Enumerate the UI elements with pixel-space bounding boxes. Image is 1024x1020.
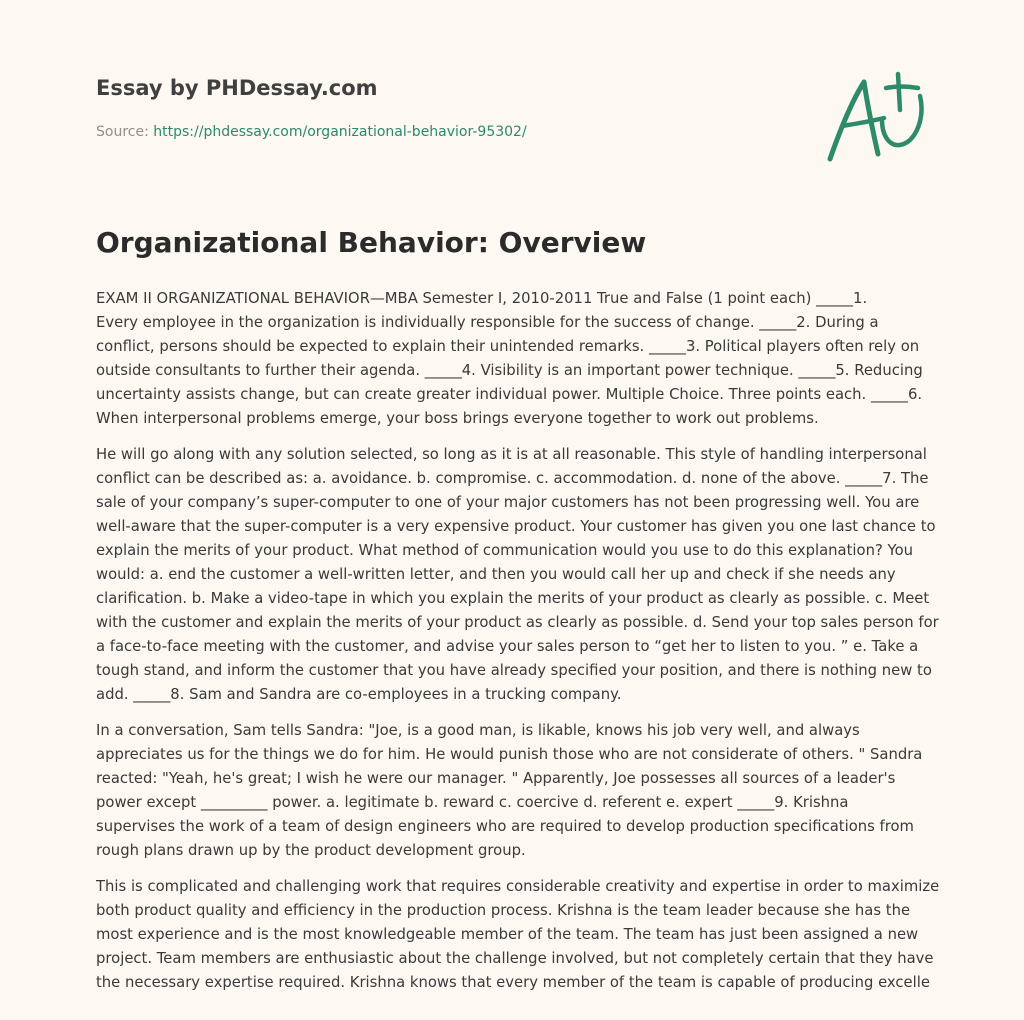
paragraph-line: tough stand, and inform the customer that you have already specified your position, and there is nothing new to [96,662,932,679]
paragraph-line: with the customer and explain the merits of your product as clearly as possible. d. Send your top sales person for [96,614,939,631]
source-link[interactable]: https://phdessay.com/organizational-behavior-95302/ [153,124,527,140]
paragraph-line: outside consultants to further their agenda. _____4. Visibility is an important power technique. _____5. Reducing [96,362,923,379]
essay-paragraph-2 [96,443,939,707]
essay-paragraph-4 [96,875,940,995]
essay-title: Organizational Behavior: Overview [96,226,647,259]
paragraph-line: When interpersonal problems emerge, your boss brings everyone together to work out problems. [96,410,819,427]
paragraph-line: would: a. end the customer a well-written letter, and then you would call her up and check if she needs any [96,566,896,583]
paragraph-line: appreciates us for the things we do for him. He would punish those who are not considerate of others. " Sandra [96,746,923,763]
site-title: Essay by PHDessay.com [96,76,378,100]
paragraph-line: uncertainty assists change, but can create greater individual power. Multiple Choice. Three points each. _____6. [96,386,923,403]
source-label: Source: [96,124,149,140]
paragraph-line: This is complicated and challenging work that requires considerable creativity and expertise in order to maximize [96,878,940,895]
paragraph-line: a face-to-face meeting with the customer, and advise your sales person to “get her to listen to you. ” e. Take a [96,638,919,655]
paragraph-line: well-aware that the super-computer is a very expensive product. Your customer has given you one last chance to [96,518,936,535]
paragraph-line: He will go along with any solution selected, so long as it is at all reasonable. This style of handling interpersonal [96,446,927,463]
paragraph-line: most experience and is the most knowledgeable member of the team. The team has just been assigned a new [96,926,919,943]
paragraph-line: the necessary expertise required. Krishna knows that every member of the team is capable of producing excelle [96,974,930,991]
paragraph-line: sale of your company’s super-computer to one of your major customers has not been progressing well. You are [96,494,920,511]
paragraph-line: reacted: "Yeah, he's great; I wish he were our manager. " Apparently, Joe possesses all sources of a leader's [96,770,896,787]
essay-paragraph-3 [96,719,928,863]
source-line [96,124,527,140]
paragraph-line: explain the merits of your product. What method of communication would you use to do this explanation? You [96,542,914,559]
essay-body [96,287,940,1007]
paragraph-line: both product quality and efficiency in the production process. Krishna is the team leader because she has the [96,902,911,919]
page-container [96,0,940,1020]
paragraph-line: Every employee in the organization is individually responsible for the success of change. _____2. During a [96,314,879,331]
essay-paragraph-1 [96,287,928,431]
paragraph-line: In a conversation, Sam tells Sandra: "Joe, is a good man, is likable, knows his job very well, and always [96,722,860,739]
paragraph-line: rough plans drawn up by the product development group. [96,842,526,859]
paragraph-line: EXAM II ORGANIZATIONAL BEHAVIOR—MBA Semester I, 2010-2011 True and False (1 point each) _____1. [96,290,868,307]
a-plus-grade-icon [824,68,928,164]
paragraph-line: add. _____8. Sam and Sandra are co-employees in a trucking company. [96,686,622,703]
paragraph-line: project. Team members are enthusiastic about the challenge involved, but not completely certain that they have [96,950,934,967]
paragraph-line: supervises the work of a team of design engineers who are required to develop production specifications from [96,818,914,835]
paragraph-line: power except _________ power. a. legitimate b. reward c. coercive d. referent e. expert _____9. Krishna [96,794,849,811]
paragraph-line: conflict can be described as: a. avoidance. b. compromise. c. accommodation. d. none of the above. _____7. The [96,470,929,487]
paragraph-line: clarification. b. Make a video-tape in which you explain the merits of your product as clearly as possible. c. Meet [96,590,930,607]
paragraph-line: conflict, persons should be expected to explain their unintended remarks. _____3. Political players often rely on [96,338,920,355]
